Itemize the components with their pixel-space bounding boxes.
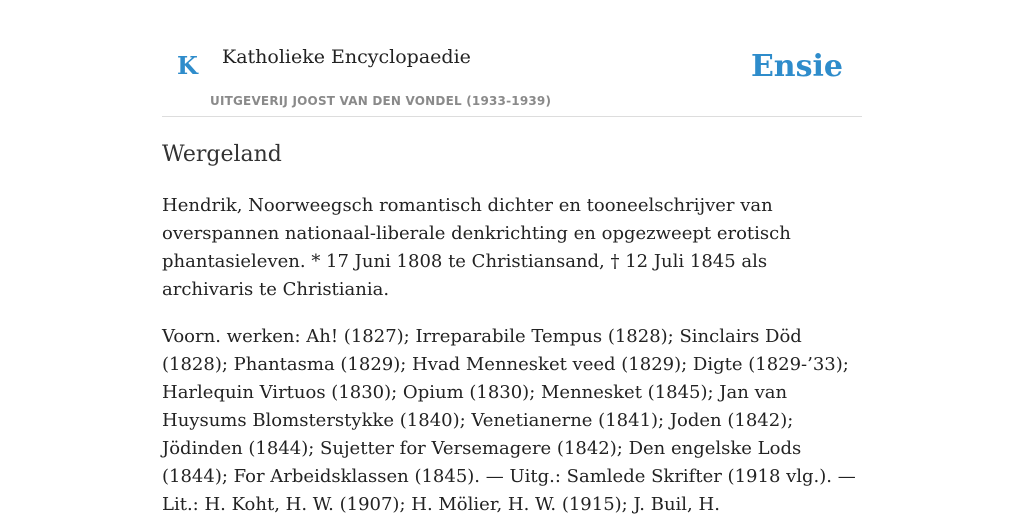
publication-logo-icon[interactable]: K — [177, 51, 198, 80]
article-title: Wergeland — [162, 142, 282, 167]
publication-title[interactable]: Katholieke Encyclopaedie — [222, 46, 471, 68]
article-paragraph: Voorn. werken: Ah! (1827); Irreparabile Tempus (1828); Sinclairs Död (1828); Phantasma (1829); Hvad Mennesket veed (1829); Digte (1829-’33); Harlequin Virtuos (1830); Opium (1830); Mennesket (1845); Jan van Huysums Blomsterstykke (1840); Venetianerne (1841); Joden (1842); Jödinden (1844); Sujetter for Versemagere (1842); Den engelske Lods (1844); For Arbeidsklassen (1845). — Uitg.: Samlede Skrifter (1918 vlg.). — Lit.: H. Koht, H. W. (1907); H. Mölier, H. W. (1915); J. Buil, H. — [162, 325, 856, 515]
brand-logo[interactable]: Ensie — [750, 49, 843, 84]
page — [162, 0, 862, 515]
article-paragraph: Hendrik, Noorweegsch romantisch dichter en tooneelschrijver van overspannen nationaal-liberale denkrichting en opgezweept erotisch phantasieleven. * 17 Juni 1808 te Christiansand, † 12 Juli 1845 als archivaris te Christiania. — [162, 194, 791, 300]
site-header — [162, 0, 862, 117]
publisher-subtitle: UITGEVERIJ JOOST VAN DEN VONDEL (1933-1939) — [210, 94, 552, 108]
